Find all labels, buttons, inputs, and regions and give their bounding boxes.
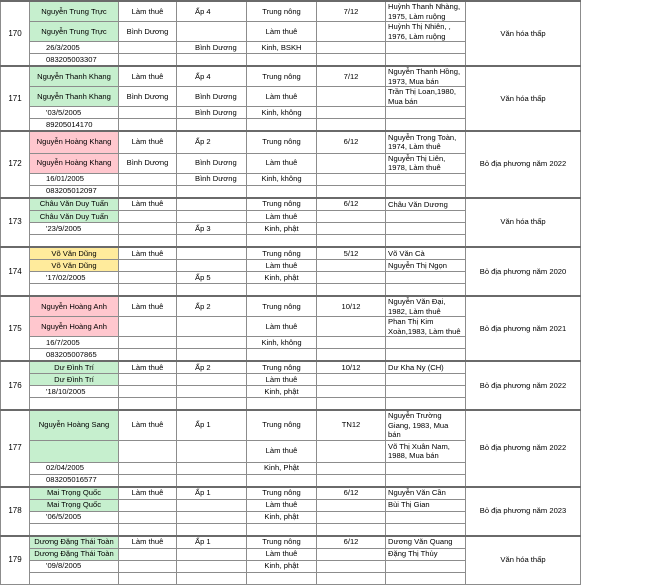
- hamlet-cell[interactable]: Ấp 2: [177, 131, 247, 153]
- empty-cell[interactable]: [119, 173, 177, 185]
- empty-cell[interactable]: [247, 119, 317, 132]
- empty-cell[interactable]: [119, 223, 177, 235]
- empty-cell[interactable]: [317, 119, 386, 132]
- id-code-cell[interactable]: 083205003307: [30, 54, 119, 67]
- class-cell[interactable]: Trung nông: [247, 66, 317, 87]
- empty-cell[interactable]: [386, 523, 466, 536]
- ethnic-religion-cell[interactable]: Kinh, không: [247, 173, 317, 185]
- id-code-cell[interactable]: 89205014170: [30, 119, 119, 132]
- empty-cell[interactable]: [247, 349, 317, 362]
- empty-cell[interactable]: [317, 386, 386, 398]
- empty-cell[interactable]: [317, 260, 386, 272]
- relative-cell[interactable]: Đặng Thị Thủy: [386, 548, 466, 560]
- empty-cell[interactable]: [317, 398, 386, 411]
- class-cell[interactable]: Trung nông: [247, 410, 317, 440]
- empty-cell[interactable]: [177, 284, 247, 297]
- place-cell[interactable]: [119, 499, 177, 511]
- name-cell[interactable]: Dư Đình Trí: [30, 361, 119, 374]
- hamlet-cell[interactable]: Ấp 3: [177, 223, 247, 235]
- empty-cell[interactable]: [247, 235, 317, 248]
- id-code-cell[interactable]: [30, 572, 119, 584]
- table-row: [1, 296, 656, 317]
- empty-cell[interactable]: [317, 54, 386, 67]
- name-cell[interactable]: Nguyễn Thanh Khang: [30, 66, 119, 87]
- class-cell[interactable]: Trung nông: [247, 247, 317, 260]
- relative-cell[interactable]: Nguyễn Thanh Hồng, 1973, Mua bán: [386, 66, 466, 87]
- place-cell[interactable]: [119, 374, 177, 386]
- empty-cell[interactable]: [247, 284, 317, 297]
- income-cell[interactable]: 6/12: [317, 131, 386, 153]
- ethnic-religion-cell[interactable]: Kinh, phật: [247, 560, 317, 572]
- id-code-cell[interactable]: 083205016577: [30, 474, 119, 487]
- table-row: [1, 247, 656, 260]
- empty-cell[interactable]: [317, 223, 386, 235]
- relative-cell[interactable]: Trần Thị Loan,1980, Mua bán: [386, 87, 466, 107]
- relative-cell[interactable]: Nguyễn Văn Cần: [386, 487, 466, 500]
- name-cell[interactable]: Nguyễn Thanh Khang: [30, 87, 119, 107]
- ethnic-religion-cell[interactable]: Kinh, không: [247, 337, 317, 349]
- table-row: [1, 536, 656, 549]
- empty-cell[interactable]: [317, 317, 386, 337]
- id-code-cell[interactable]: 083205007865: [30, 349, 119, 362]
- birth-date-cell[interactable]: '17/02/2005: [30, 272, 119, 284]
- empty-cell[interactable]: [317, 284, 386, 297]
- empty-cell[interactable]: [386, 42, 466, 54]
- hamlet-cell[interactable]: Ấp 4: [177, 1, 247, 22]
- hamlet-cell[interactable]: Bình Dương: [177, 87, 247, 107]
- id-code-cell[interactable]: [30, 235, 119, 248]
- empty-cell[interactable]: [386, 511, 466, 523]
- row-number: 177: [1, 410, 30, 487]
- hamlet-cell[interactable]: [177, 317, 247, 337]
- hamlet-cell[interactable]: [177, 260, 247, 272]
- hamlet-cell[interactable]: [177, 337, 247, 349]
- relative-cell[interactable]: Dương Văn Quang: [386, 536, 466, 549]
- id-code-cell[interactable]: [30, 523, 119, 536]
- table-body: [1, 1, 656, 584]
- empty-cell[interactable]: [317, 22, 386, 42]
- class-cell[interactable]: Làm thuê: [247, 87, 317, 107]
- occupation-cell[interactable]: Làm thuê: [119, 410, 177, 440]
- relative-cell[interactable]: Nguyễn Văn Đại, 1982, Làm thuê: [386, 296, 466, 317]
- empty-cell[interactable]: [386, 398, 466, 411]
- hamlet-cell[interactable]: Ấp 1: [177, 410, 247, 440]
- occupation-cell[interactable]: Làm thuê: [119, 66, 177, 87]
- row-number: 172: [1, 131, 30, 198]
- class-cell[interactable]: Làm thuê: [247, 22, 317, 42]
- name-cell[interactable]: Võ Văn Dũng: [30, 247, 119, 260]
- empty-cell[interactable]: [317, 499, 386, 511]
- class-cell[interactable]: Làm thuê: [247, 499, 317, 511]
- hamlet-cell[interactable]: [177, 548, 247, 560]
- empty-cell[interactable]: [317, 272, 386, 284]
- relative-cell[interactable]: Nguyễn Thị Liên, 1978, Làm thuê: [386, 153, 466, 173]
- place-cell[interactable]: [119, 548, 177, 560]
- name-cell[interactable]: Dương Đặng Thái Toàn: [30, 536, 119, 549]
- row-number: 175: [1, 296, 30, 361]
- relative-cell[interactable]: Võ Thị Xuân Nam, 1988, Mua bán: [386, 440, 466, 462]
- empty-cell[interactable]: [119, 272, 177, 284]
- place-cell[interactable]: Bình Dương: [119, 22, 177, 42]
- hamlet-cell[interactable]: [177, 462, 247, 474]
- birth-date-cell[interactable]: '18/10/2005: [30, 386, 119, 398]
- relative-cell[interactable]: Huỳnh Thị Nhiên, , 1976, Làm ruộng: [386, 22, 466, 42]
- place-cell[interactable]: [119, 317, 177, 337]
- income-cell[interactable]: 6/12: [317, 487, 386, 500]
- remark-cell[interactable]: Bỏ địa phương năm 2022: [466, 410, 581, 487]
- remark-cell[interactable]: Bỏ địa phương năm 2020: [466, 247, 581, 296]
- id-code-cell[interactable]: [30, 284, 119, 297]
- row-number: 178: [1, 487, 30, 536]
- empty-cell[interactable]: [317, 560, 386, 572]
- empty-cell[interactable]: [119, 386, 177, 398]
- relative-cell[interactable]: Châu Văn Dương: [386, 198, 466, 211]
- class-cell[interactable]: Làm thuê: [247, 317, 317, 337]
- empty-cell[interactable]: [119, 119, 177, 132]
- empty-cell[interactable]: [317, 153, 386, 173]
- empty-cell[interactable]: [177, 235, 247, 248]
- hamlet-cell[interactable]: Bình Dương: [177, 173, 247, 185]
- empty-cell[interactable]: [177, 119, 247, 132]
- empty-cell[interactable]: [177, 398, 247, 411]
- empty-cell[interactable]: [386, 223, 466, 235]
- class-cell[interactable]: Làm thuê: [247, 374, 317, 386]
- birth-date-cell[interactable]: '03/5/2005: [30, 107, 119, 119]
- name-cell[interactable]: Châu Văn Duy Tuấn: [30, 198, 119, 211]
- relative-cell[interactable]: Nguyễn Thị Ngọn: [386, 260, 466, 272]
- empty-cell[interactable]: [317, 211, 386, 223]
- empty-cell[interactable]: [119, 235, 177, 248]
- hamlet-cell[interactable]: [177, 211, 247, 223]
- name-cell[interactable]: Võ Văn Dũng: [30, 260, 119, 272]
- place-cell[interactable]: Bình Dương: [119, 87, 177, 107]
- remark-cell[interactable]: Văn hóa thấp: [466, 1, 581, 66]
- class-cell[interactable]: Làm thuê: [247, 440, 317, 462]
- empty-cell[interactable]: [317, 235, 386, 248]
- empty-cell[interactable]: [317, 107, 386, 119]
- relative-cell[interactable]: Dư Kha Ny (CH): [386, 361, 466, 374]
- name-cell[interactable]: Nguyễn Hoàng Anh: [30, 296, 119, 317]
- income-cell[interactable]: 10/12: [317, 296, 386, 317]
- hamlet-cell[interactable]: [177, 22, 247, 42]
- occupation-cell[interactable]: Làm thuê: [119, 1, 177, 22]
- name-cell[interactable]: [30, 440, 119, 462]
- hamlet-cell[interactable]: Ấp 1: [177, 487, 247, 500]
- table-row: [1, 410, 656, 440]
- place-cell[interactable]: [119, 211, 177, 223]
- income-cell[interactable]: TN12: [317, 410, 386, 440]
- class-cell[interactable]: Làm thuê: [247, 153, 317, 173]
- empty-cell[interactable]: [317, 87, 386, 107]
- occupation-cell[interactable]: Làm thuê: [119, 247, 177, 260]
- hamlet-cell[interactable]: Ấp 2: [177, 361, 247, 374]
- hamlet-cell[interactable]: [177, 247, 247, 260]
- name-cell[interactable]: Nguyễn Trung Trực: [30, 22, 119, 42]
- empty-cell[interactable]: [386, 337, 466, 349]
- empty-cell[interactable]: [386, 462, 466, 474]
- empty-cell[interactable]: [119, 398, 177, 411]
- birth-date-cell[interactable]: '09/8/2005: [30, 560, 119, 572]
- empty-cell[interactable]: [386, 474, 466, 487]
- id-code-cell[interactable]: 083205012097: [30, 185, 119, 198]
- empty-cell[interactable]: [317, 572, 386, 584]
- name-cell[interactable]: Mai Trọng Quốc: [30, 499, 119, 511]
- income-cell[interactable]: 5/12: [317, 247, 386, 260]
- birth-date-cell[interactable]: 02/04/2005: [30, 462, 119, 474]
- ethnic-religion-cell[interactable]: Kinh, Phật: [247, 462, 317, 474]
- empty-cell[interactable]: [119, 337, 177, 349]
- row-number: 171: [1, 66, 30, 131]
- occupation-cell[interactable]: Làm thuê: [119, 361, 177, 374]
- income-cell[interactable]: 7/12: [317, 1, 386, 22]
- empty-cell[interactable]: [317, 523, 386, 536]
- remark-cell[interactable]: Bỏ địa phương năm 2022: [466, 361, 581, 410]
- hamlet-cell[interactable]: [177, 440, 247, 462]
- empty-cell[interactable]: [247, 185, 317, 198]
- birth-date-cell[interactable]: 26/3/2005: [30, 42, 119, 54]
- class-cell[interactable]: Trung nông: [247, 296, 317, 317]
- hamlet-cell[interactable]: [177, 374, 247, 386]
- empty-cell[interactable]: [317, 185, 386, 198]
- relative-cell[interactable]: Nguyễn Trường Giang, 1983, Mua bán: [386, 410, 466, 440]
- relative-cell[interactable]: Huỳnh Thanh Nhàng, 1975, Làm ruộng: [386, 1, 466, 22]
- place-cell[interactable]: Bình Dương: [119, 153, 177, 173]
- hamlet-cell[interactable]: [177, 198, 247, 211]
- table-row: [1, 1, 656, 22]
- empty-cell[interactable]: [119, 474, 177, 487]
- empty-cell[interactable]: [386, 560, 466, 572]
- empty-cell[interactable]: [386, 173, 466, 185]
- table-row: [1, 198, 656, 211]
- relative-cell[interactable]: [386, 374, 466, 386]
- occupation-cell[interactable]: Làm thuê: [119, 296, 177, 317]
- class-cell[interactable]: Trung nông: [247, 1, 317, 22]
- remark-cell[interactable]: Bỏ địa phương năm 2021: [466, 296, 581, 361]
- empty-cell[interactable]: [317, 474, 386, 487]
- income-cell[interactable]: 6/12: [317, 536, 386, 549]
- empty-cell[interactable]: [386, 572, 466, 584]
- remark-cell[interactable]: Văn hóa thấp: [466, 536, 581, 585]
- hamlet-cell[interactable]: Ấp 5: [177, 272, 247, 284]
- table-row: [1, 131, 656, 153]
- hamlet-cell[interactable]: [177, 560, 247, 572]
- class-cell[interactable]: Trung nông: [247, 131, 317, 153]
- remark-cell[interactable]: Bỏ địa phương năm 2022: [466, 131, 581, 198]
- empty-cell[interactable]: [177, 523, 247, 536]
- row-number: 176: [1, 361, 30, 410]
- hamlet-cell[interactable]: [177, 499, 247, 511]
- remark-cell[interactable]: Văn hóa thấp: [466, 66, 581, 131]
- row-number: 179: [1, 536, 30, 585]
- empty-cell[interactable]: [247, 572, 317, 584]
- empty-cell[interactable]: [247, 523, 317, 536]
- hamlet-cell[interactable]: Ấp 4: [177, 66, 247, 87]
- empty-cell[interactable]: [386, 349, 466, 362]
- empty-cell[interactable]: [317, 349, 386, 362]
- income-cell[interactable]: 10/12: [317, 361, 386, 374]
- birth-date-cell[interactable]: '23/9/2005: [30, 223, 119, 235]
- hamlet-cell[interactable]: Bình Dương: [177, 42, 247, 54]
- table-row: [1, 361, 656, 374]
- name-cell[interactable]: Nguyễn Trung Trực: [30, 1, 119, 22]
- empty-cell[interactable]: [317, 42, 386, 54]
- empty-cell[interactable]: [177, 572, 247, 584]
- empty-cell[interactable]: [119, 511, 177, 523]
- hamlet-cell[interactable]: Bình Dương: [177, 107, 247, 119]
- empty-cell[interactable]: [247, 54, 317, 67]
- row-number: 170: [1, 1, 30, 66]
- occupation-cell[interactable]: Làm thuê: [119, 131, 177, 153]
- name-cell[interactable]: Nguyễn Hoàng Khang: [30, 153, 119, 173]
- ethnic-religion-cell[interactable]: Kinh, phật: [247, 511, 317, 523]
- id-code-cell[interactable]: [30, 398, 119, 411]
- ethnic-religion-cell[interactable]: Kinh, phật: [247, 223, 317, 235]
- empty-cell[interactable]: [317, 173, 386, 185]
- empty-cell[interactable]: [317, 462, 386, 474]
- class-cell[interactable]: Trung nông: [247, 487, 317, 500]
- place-cell[interactable]: [119, 440, 177, 462]
- empty-cell[interactable]: [317, 548, 386, 560]
- name-cell[interactable]: Dư Đình Trí: [30, 374, 119, 386]
- ethnic-religion-cell[interactable]: Kinh, không: [247, 107, 317, 119]
- relative-cell[interactable]: Bùi Thị Gian: [386, 499, 466, 511]
- name-cell[interactable]: Dương Đặng Thái Toàn: [30, 548, 119, 560]
- empty-cell[interactable]: [386, 386, 466, 398]
- empty-cell[interactable]: [386, 235, 466, 248]
- empty-cell[interactable]: [177, 349, 247, 362]
- class-cell[interactable]: Làm thuê: [247, 260, 317, 272]
- name-cell[interactable]: Châu Văn Duy Tuấn: [30, 211, 119, 223]
- relative-cell[interactable]: Nguyễn Trọng Toàn, 1974, Làm thuê: [386, 131, 466, 153]
- place-cell[interactable]: [119, 260, 177, 272]
- relative-cell[interactable]: Phan Thị Kim Xoàn,1983, Làm thuê: [386, 317, 466, 337]
- class-cell[interactable]: Làm thuê: [247, 211, 317, 223]
- empty-cell[interactable]: [317, 511, 386, 523]
- empty-cell[interactable]: [386, 54, 466, 67]
- empty-cell[interactable]: [119, 572, 177, 584]
- empty-cell[interactable]: [177, 185, 247, 198]
- hamlet-cell[interactable]: Ấp 1: [177, 536, 247, 549]
- remark-cell[interactable]: Văn hóa thấp: [466, 198, 581, 248]
- row-number: 173: [1, 198, 30, 248]
- income-cell[interactable]: 6/12: [317, 198, 386, 211]
- empty-cell[interactable]: [177, 474, 247, 487]
- empty-cell[interactable]: [386, 107, 466, 119]
- empty-cell[interactable]: [119, 42, 177, 54]
- occupation-cell[interactable]: Làm thuê: [119, 198, 177, 211]
- empty-cell[interactable]: [119, 284, 177, 297]
- class-cell[interactable]: Trung nông: [247, 361, 317, 374]
- hamlet-cell[interactable]: [177, 511, 247, 523]
- birth-date-cell[interactable]: 16/7/2005: [30, 337, 119, 349]
- hamlet-cell[interactable]: Bình Dương: [177, 153, 247, 173]
- name-cell[interactable]: Nguyễn Hoàng Sang: [30, 410, 119, 440]
- empty-cell[interactable]: [119, 54, 177, 67]
- name-cell[interactable]: Mai Trọng Quốc: [30, 487, 119, 500]
- empty-cell[interactable]: [119, 523, 177, 536]
- empty-cell[interactable]: [386, 272, 466, 284]
- empty-cell[interactable]: [119, 349, 177, 362]
- table-row: [1, 66, 656, 87]
- occupation-cell[interactable]: Làm thuê: [119, 487, 177, 500]
- class-cell[interactable]: Làm thuê: [247, 548, 317, 560]
- birth-date-cell[interactable]: 16/01/2005: [30, 173, 119, 185]
- name-cell[interactable]: Nguyễn Hoàng Khang: [30, 131, 119, 153]
- remark-cell[interactable]: Bỏ địa phương năm 2023: [466, 487, 581, 536]
- hamlet-cell[interactable]: Ấp 2: [177, 296, 247, 317]
- empty-cell[interactable]: [317, 337, 386, 349]
- empty-cell[interactable]: [247, 474, 317, 487]
- ethnic-religion-cell[interactable]: Kinh, phật: [247, 272, 317, 284]
- empty-cell[interactable]: [317, 374, 386, 386]
- hamlet-cell[interactable]: [177, 386, 247, 398]
- empty-cell[interactable]: [317, 440, 386, 462]
- empty-cell[interactable]: [177, 54, 247, 67]
- empty-cell[interactable]: [386, 284, 466, 297]
- empty-cell[interactable]: [119, 107, 177, 119]
- relative-cell[interactable]: Võ Văn Cà: [386, 247, 466, 260]
- empty-cell[interactable]: [119, 462, 177, 474]
- empty-cell[interactable]: [386, 185, 466, 198]
- occupation-cell[interactable]: Làm thuê: [119, 536, 177, 549]
- class-cell[interactable]: Trung nông: [247, 536, 317, 549]
- empty-cell[interactable]: [386, 119, 466, 132]
- ethnic-religion-cell[interactable]: Kinh, phật: [247, 386, 317, 398]
- empty-cell[interactable]: [119, 560, 177, 572]
- ethnic-religion-cell[interactable]: Kinh, BSKH: [247, 42, 317, 54]
- name-cell[interactable]: Nguyễn Hoàng Anh: [30, 317, 119, 337]
- table-row: [1, 487, 656, 500]
- empty-cell[interactable]: [119, 185, 177, 198]
- income-cell[interactable]: 7/12: [317, 66, 386, 87]
- row-number: 174: [1, 247, 30, 296]
- class-cell[interactable]: Trung nông: [247, 198, 317, 211]
- relative-cell[interactable]: [386, 211, 466, 223]
- birth-date-cell[interactable]: '06/5/2005: [30, 511, 119, 523]
- empty-cell[interactable]: [247, 398, 317, 411]
